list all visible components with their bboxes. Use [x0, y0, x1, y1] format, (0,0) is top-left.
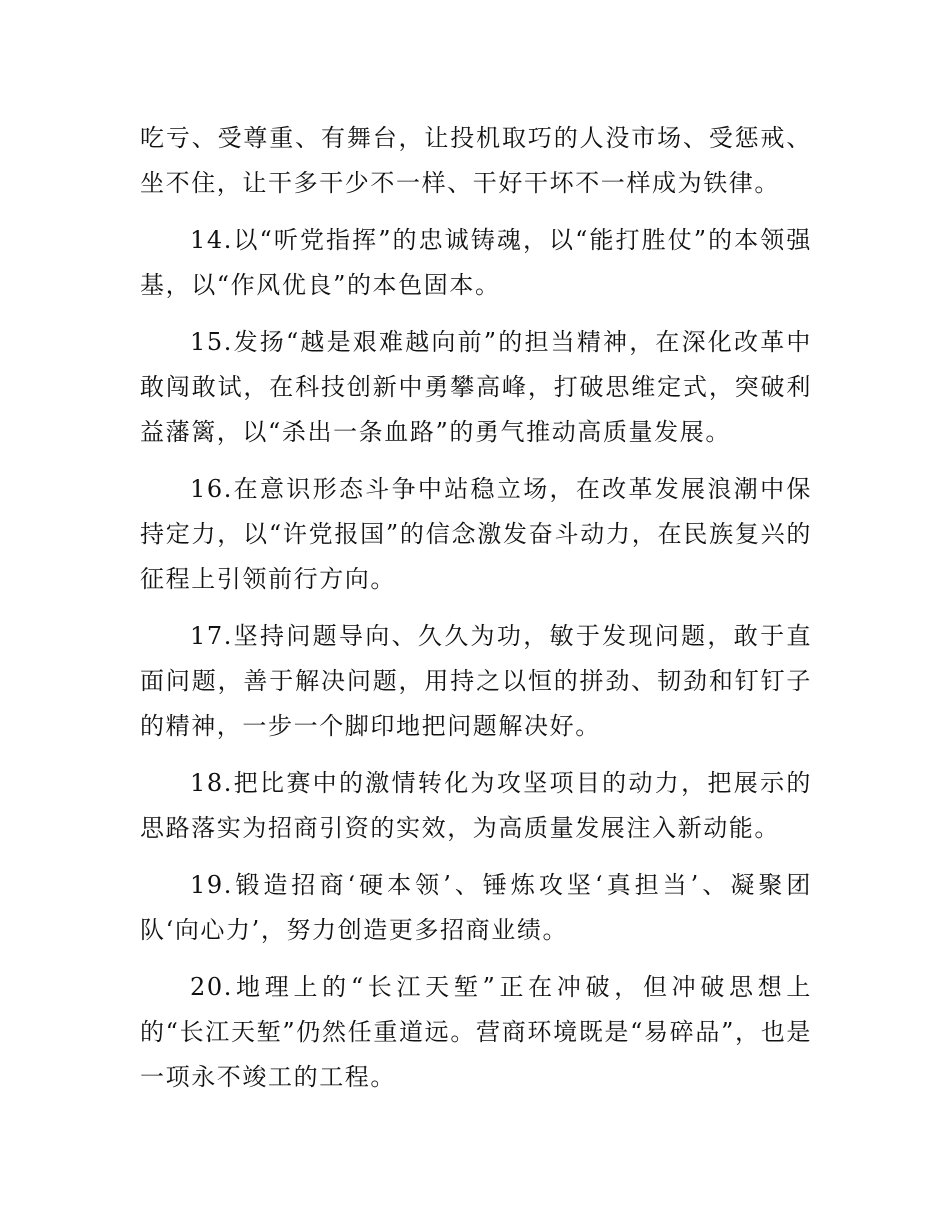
paragraph-15: 15.发扬“越是艰难越向前”的担当精神，在深化改革中敢闯敢试，在科技创新中勇攀高峰，打破思维定式，突破利益藩篱，以“杀出一条血路”的勇气推动高质量发展。: [140, 328, 812, 446]
paragraph-continuation: 吃亏、受尊重、有舞台，让投机取巧的人没市场、受惩戒、坐不住，让干多干少不一样、干好干坏不一样成为铁律。: [140, 124, 812, 197]
paragraph-16: 16.在意识形态斗争中站稳立场，在改革发展浪潮中保持定力，以“许党报国”的信念激发奋斗动力，在民族复兴的征程上引领前行方向。: [140, 475, 812, 593]
paragraph-17: 17.坚持问题导向、久久为功，敏于发现问题，敢于直面问题，善于解决问题，用持之以恒的拼劲、韧劲和钉钉子的精神，一步一个脚印地把问题解决好。: [140, 622, 812, 740]
paragraph-19: 19.锻造招商‘硬本领’、锤炼攻坚‘真担当’、凝聚团队‘向心力’，努力创造更多招商业绩。: [140, 871, 812, 944]
document-body: [140, 116, 812, 1112]
paragraph-18: 18.把比赛中的激情转化为攻坚项目的动力，把展示的思路落实为招商引资的实效，为高质量发展注入新动能。: [140, 769, 812, 842]
paragraph-20: 20.地理上的“长江天堑”正在冲破，但冲破思想上的“长江天堑”仍然任重道远。营商环境既是“易碎品”，也是一项永不竣工的工程。: [140, 973, 812, 1091]
paragraph-14: 14.以“听党指挥”的忠诚铸魂，以“能打胜仗”的本领强基，以“作风优良”的本色固本。: [140, 226, 812, 299]
